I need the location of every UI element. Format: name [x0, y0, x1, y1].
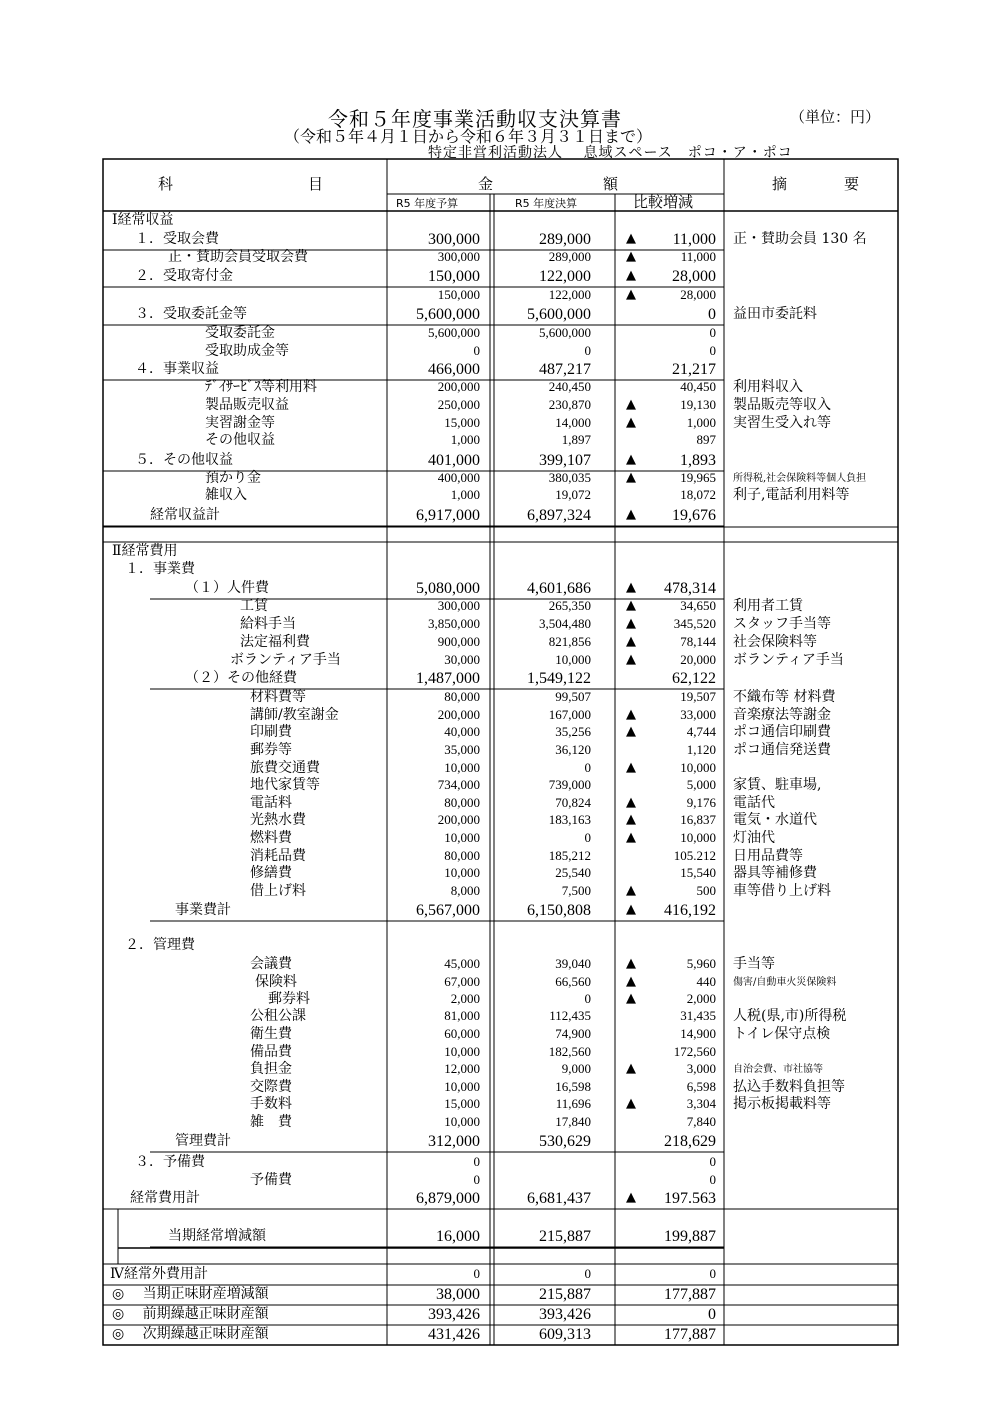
row-label: ３．受取委託金等: [135, 306, 247, 322]
actual-value: 185,212: [548, 848, 591, 863]
actual-value: 5,600,000: [527, 306, 591, 323]
budget-value: 5,600,000: [416, 306, 480, 323]
diff-value: 197.563: [664, 1190, 716, 1207]
actual-value: 39,040: [555, 956, 591, 971]
budget-value: 0: [473, 1172, 480, 1187]
budget-value: 0: [473, 343, 480, 358]
diff-value: 19,507: [680, 689, 716, 704]
budget-value: 6,917,000: [416, 507, 480, 524]
actual-value: 821,856: [548, 634, 591, 649]
budget-value: 900,000: [437, 634, 480, 649]
diff-value: 14,900: [680, 1026, 716, 1041]
diff-value: 105.212: [673, 848, 716, 863]
decrease-marker: ▲: [626, 707, 636, 722]
note-text: 掲示板掲載料等: [733, 1096, 831, 1112]
header-note-2: 要: [844, 175, 860, 193]
diff-value: 10,000: [680, 830, 716, 845]
budget-value: 400,000: [437, 470, 480, 485]
diff-value: 897: [696, 432, 716, 447]
budget-value: 300,000: [437, 598, 480, 613]
budget-value: 466,000: [428, 361, 480, 378]
budget-value: 40,000: [444, 724, 480, 739]
decrease-marker: ▲: [626, 634, 636, 649]
diff-value: 345,520: [673, 616, 716, 631]
diff-value: 199,887: [664, 1228, 716, 1245]
row-label: 正・賛助会員受取会費: [168, 249, 308, 265]
row-label: 会議費: [250, 956, 292, 972]
budget-value: 45,000: [444, 956, 480, 971]
diff-value: 177,887: [664, 1286, 716, 1303]
note-text: 製品販売等収入: [733, 397, 831, 413]
actual-value: 17,840: [555, 1114, 591, 1129]
actual-value: 182,560: [548, 1044, 591, 1059]
note-text: 音楽療法等謝金: [733, 707, 831, 723]
header-subject-1: 科: [158, 175, 174, 193]
row-label: 修繕費: [250, 865, 292, 881]
diff-value: 19,130: [680, 397, 716, 412]
budget-value: 1,487,000: [416, 670, 480, 687]
row-label: 受取委託金: [205, 325, 275, 341]
decrease-marker: ▲: [626, 415, 636, 430]
budget-value: 300,000: [428, 231, 480, 248]
note-text: 不織布等 材料費: [733, 689, 836, 705]
row-label: １．事業費: [125, 561, 195, 577]
diff-value: 3,000: [686, 1061, 716, 1076]
row-label: Ⅰ経常収益: [112, 212, 174, 228]
decrease-marker: ▲: [626, 287, 636, 302]
diff-value: 3,304: [686, 1096, 716, 1111]
decrease-marker: ▲: [626, 507, 636, 522]
budget-value: 1,000: [450, 432, 480, 447]
budget-value: 5,080,000: [416, 580, 480, 597]
note-text: 社会保険料等: [733, 634, 817, 650]
row-label: ２．管理費: [125, 937, 195, 953]
diff-value: 16,837: [680, 812, 716, 827]
actual-value: 265,350: [548, 598, 591, 613]
budget-value: 200,000: [437, 379, 480, 394]
diff-value: 28,000: [680, 287, 716, 302]
note-text: 実習生受入れ等: [733, 415, 831, 431]
actual-value: 35,256: [555, 724, 591, 739]
budget-value: 200,000: [437, 707, 480, 722]
actual-value: 6,681,437: [527, 1190, 591, 1207]
note-text: 利用者工賃: [733, 598, 803, 614]
actual-value: 739,000: [548, 777, 591, 792]
decrease-marker: ▲: [626, 795, 636, 810]
row-label: 電話料: [250, 795, 292, 811]
diff-value: 0: [709, 1172, 716, 1187]
row-label: 保険料: [255, 974, 297, 990]
actual-value: 122,000: [548, 287, 591, 302]
diff-value: 78,144: [680, 634, 716, 649]
decrease-marker: ▲: [626, 1061, 636, 1076]
note-text: 日用品費等: [733, 848, 803, 864]
budget-value: 15,000: [444, 1096, 480, 1111]
note-text: スタッフ手当等: [733, 616, 831, 632]
actual-value: 3,504,480: [539, 616, 591, 631]
note-text: 電気・水道代: [733, 812, 817, 828]
decrease-marker: ▲: [626, 991, 636, 1006]
diff-value: 440: [696, 974, 716, 989]
note-text: ポコ通信発送費: [733, 742, 831, 758]
note-text: トイレ保守点検: [733, 1026, 831, 1042]
budget-value: 401,000: [428, 452, 480, 469]
diff-value: 7,840: [686, 1114, 716, 1129]
actual-value: 183,163: [548, 812, 591, 827]
note-text: 灯油代: [733, 830, 775, 846]
row-label: 備品費: [250, 1044, 292, 1060]
row-label: ２．受取寄付金: [135, 268, 233, 284]
budget-value: 300,000: [437, 249, 480, 264]
header-diff: 比較増減: [633, 193, 694, 211]
row-label: 負担金: [250, 1061, 292, 1077]
row-label: 経常収益計: [150, 507, 220, 523]
actual-value: 289,000: [548, 249, 591, 264]
actual-value: 215,887: [539, 1286, 591, 1303]
actual-value: 5,600,000: [539, 325, 591, 340]
actual-value: 25,540: [555, 865, 591, 880]
row-label: 受取助成金等: [205, 343, 289, 359]
row-label: 借上げ料: [250, 883, 306, 899]
row-label: 光熱水費: [250, 812, 306, 828]
actual-value: 1,549,122: [527, 670, 591, 687]
row-label: 製品販売収益: [205, 397, 289, 413]
budget-value: 250,000: [437, 397, 480, 412]
budget-value: 35,000: [444, 742, 480, 757]
decrease-marker: ▲: [626, 397, 636, 412]
diff-value: 0: [709, 325, 716, 340]
diff-value: 62,122: [672, 670, 716, 687]
note-text: 払込手数料負担等: [733, 1079, 845, 1095]
header-amount-2: 額: [603, 175, 619, 193]
decrease-marker: ▲: [626, 452, 636, 467]
actual-value: 289,000: [539, 231, 591, 248]
row-label: 地代家賃等: [250, 777, 320, 793]
actual-value: 0: [584, 991, 591, 1006]
decrease-marker: ▲: [626, 598, 636, 613]
document-title: 令和５年度事業活動収支決算書: [328, 107, 622, 131]
diff-value: 5,960: [686, 956, 716, 971]
row-label: 材料費等: [250, 689, 306, 705]
diff-value: 478,314: [664, 580, 716, 597]
diff-value: 28,000: [672, 268, 716, 285]
decrease-marker: ▲: [626, 268, 636, 283]
note-text: 手当等: [733, 956, 775, 972]
actual-value: 0: [584, 830, 591, 845]
note-text: 家賃、駐車場,: [733, 777, 822, 793]
budget-value: 12,000: [444, 1061, 480, 1076]
row-label: ◎ 当期正味財産増減額: [112, 1286, 269, 1302]
row-label: 管理費計: [175, 1133, 231, 1149]
row-label: 実習謝金等: [205, 415, 275, 431]
row-label: 旅費交通費: [250, 760, 320, 776]
row-label: ４．事業収益: [135, 361, 219, 377]
actual-value: 19,072: [555, 487, 591, 502]
row-label: 事業費計: [175, 902, 231, 918]
budget-value: 81,000: [444, 1008, 480, 1023]
row-label: ボランティア手当: [230, 652, 341, 668]
diff-value: 1,893: [680, 452, 716, 469]
note-text: 利子,電話利用料等: [733, 487, 850, 503]
decrease-marker: ▲: [626, 1096, 636, 1111]
row-label: 法定福利費: [240, 634, 310, 650]
note-text: 器具等補修費: [733, 865, 817, 881]
note-text: 所得税,社会保険料等個人負担: [733, 473, 867, 484]
actual-value: 609,313: [539, 1326, 591, 1343]
diff-value: 177,887: [664, 1326, 716, 1343]
decrease-marker: ▲: [626, 974, 636, 989]
diff-value: 21,217: [672, 361, 716, 378]
diff-value: 0: [709, 1266, 716, 1281]
note-text: 正・賛助会員 130 名: [733, 231, 867, 247]
diff-value: 1,000: [686, 415, 716, 430]
diff-value: 19,965: [680, 470, 716, 485]
budget-value: 393,426: [428, 1306, 480, 1323]
row-label: その他収益: [205, 432, 275, 448]
header-actual: R5 年度決算: [515, 197, 578, 210]
row-label: ◎ 前期繰越正味財産額: [112, 1306, 269, 1322]
budget-value: 10,000: [444, 1079, 480, 1094]
diff-value: 34,650: [680, 598, 716, 613]
row-label: 預かり金: [205, 470, 261, 486]
row-label: 燃料費: [250, 830, 292, 846]
actual-value: 4,601,686: [527, 580, 591, 597]
row-label: 公租公課: [250, 1008, 306, 1024]
row-label: 雑収入: [205, 487, 247, 503]
row-label: 消耗品費: [250, 848, 306, 864]
decrease-marker: ▲: [626, 616, 636, 631]
actual-value: 0: [584, 1266, 591, 1281]
budget-value: 2,000: [450, 991, 480, 1006]
decrease-marker: ▲: [626, 652, 636, 667]
actual-value: 70,824: [555, 795, 591, 810]
row-label: Ⅱ経常費用: [112, 543, 178, 559]
actual-value: 16,598: [555, 1079, 591, 1094]
header-subject-2: 目: [308, 175, 324, 193]
budget-value: 150,000: [428, 268, 480, 285]
actual-value: 122,000: [539, 268, 591, 285]
actual-value: 10,000: [555, 652, 591, 667]
budget-value: 1,000: [450, 487, 480, 502]
diff-value: 2,000: [686, 991, 716, 1006]
header-note-1: 摘: [772, 175, 788, 193]
actual-value: 6,150,808: [527, 902, 591, 919]
budget-value: 38,000: [436, 1286, 480, 1303]
actual-value: 6,897,324: [527, 507, 591, 524]
header-amount-1: 金: [478, 175, 494, 193]
organization-name: 特定非営利活動法人 息域スペース ポコ・ア・ポコ: [428, 145, 793, 161]
row-label: Ⅳ経常外費用計: [110, 1266, 208, 1282]
actual-value: 215,887: [539, 1228, 591, 1245]
budget-value: 10,000: [444, 1114, 480, 1129]
budget-value: 431,426: [428, 1326, 480, 1343]
budget-value: 6,567,000: [416, 902, 480, 919]
decrease-marker: ▲: [626, 1190, 636, 1205]
row-label: 郵券等: [250, 742, 292, 758]
diff-value: 11,000: [672, 231, 716, 248]
diff-value: 500: [696, 883, 716, 898]
unit-label: （単位：円）: [790, 108, 881, 126]
diff-value: 19,676: [672, 507, 716, 524]
decrease-marker: ▲: [626, 760, 636, 775]
diff-value: 416,192: [664, 902, 716, 919]
actual-value: 14,000: [555, 415, 591, 430]
row-label: 当期経常増減額: [168, 1228, 266, 1244]
diff-value: 0: [709, 1154, 716, 1169]
row-label: 給料手当: [240, 616, 296, 632]
note-text: 車等借り上げ料: [733, 883, 831, 899]
actual-value: 9,000: [561, 1061, 591, 1076]
row-label: （１）人件費: [185, 580, 269, 596]
actual-value: 11,696: [555, 1096, 591, 1111]
diff-value: 0: [709, 343, 716, 358]
diff-value: 1,120: [686, 742, 716, 757]
header-budget: R5 年度予算: [396, 197, 459, 210]
note-text: 自治会費、市社協等: [733, 1064, 823, 1075]
budget-value: 150,000: [437, 287, 480, 302]
budget-value: 6,879,000: [416, 1190, 480, 1207]
row-label: 郵券料: [268, 991, 310, 1007]
budget-value: 15,000: [444, 415, 480, 430]
diff-value: 9,176: [686, 795, 716, 810]
diff-value: 11,000: [680, 249, 716, 264]
budget-value: 10,000: [444, 830, 480, 845]
decrease-marker: ▲: [626, 812, 636, 827]
row-label: 講師/教室謝金: [250, 707, 339, 723]
row-label: 予備費: [250, 1172, 292, 1188]
row-label: 雑 費: [250, 1114, 292, 1130]
actual-value: 112,435: [549, 1008, 591, 1023]
budget-value: 0: [473, 1154, 480, 1169]
actual-value: 66,560: [555, 974, 591, 989]
decrease-marker: ▲: [626, 902, 636, 917]
budget-value: 734,000: [437, 777, 480, 792]
diff-value: 10,000: [680, 760, 716, 775]
row-label: １．受取会費: [135, 231, 219, 247]
decrease-marker: ▲: [626, 956, 636, 971]
budget-value: 10,000: [444, 865, 480, 880]
note-text: 益田市委託料: [733, 306, 817, 322]
budget-value: 10,000: [444, 760, 480, 775]
note-text: 利用料収入: [733, 379, 803, 395]
actual-value: 36,120: [555, 742, 591, 757]
budget-value: 312,000: [428, 1133, 480, 1150]
note-text: 傷害/自動車火災保険料: [733, 977, 837, 988]
row-label: 経常費用計: [130, 1190, 200, 1206]
note-text: ボランティア手当: [733, 652, 844, 668]
actual-value: 7,500: [561, 883, 591, 898]
diff-value: 0: [708, 306, 716, 323]
row-label: 衛生費: [250, 1026, 292, 1042]
row-label: ◎ 次期繰越正味財産額: [112, 1326, 269, 1342]
diff-value: 172,560: [673, 1044, 716, 1059]
diff-value: 218,629: [664, 1133, 716, 1150]
budget-value: 80,000: [444, 795, 480, 810]
actual-value: 380,035: [548, 470, 591, 485]
actual-value: 230,870: [548, 397, 591, 412]
actual-value: 487,217: [539, 361, 591, 378]
actual-value: 74,900: [555, 1026, 591, 1041]
decrease-marker: ▲: [626, 883, 636, 898]
row-label: ５．その他収益: [135, 452, 233, 468]
actual-value: 393,426: [539, 1306, 591, 1323]
row-label: 手数料: [250, 1096, 292, 1112]
note-text: 人税(県,市)所得税: [733, 1008, 847, 1024]
budget-value: 200,000: [437, 812, 480, 827]
actual-value: 530,629: [539, 1133, 591, 1150]
diff-value: 18,072: [680, 487, 716, 502]
decrease-marker: ▲: [626, 470, 636, 485]
actual-value: 1,897: [561, 432, 591, 447]
budget-value: 67,000: [444, 974, 480, 989]
decrease-marker: ▲: [626, 249, 636, 264]
actual-value: 399,107: [539, 452, 591, 469]
budget-value: 0: [473, 1266, 480, 1281]
budget-value: 30,000: [444, 652, 480, 667]
note-text: 電話代: [733, 795, 775, 811]
actual-value: 0: [584, 760, 591, 775]
budget-value: 10,000: [444, 1044, 480, 1059]
row-label: （２）その他経費: [185, 670, 297, 686]
decrease-marker: ▲: [626, 724, 636, 739]
diff-value: 6,598: [686, 1079, 716, 1094]
actual-value: 167,000: [548, 707, 591, 722]
row-label: ﾃﾞｲｻｰﾋﾞｽ等利用料: [205, 379, 317, 395]
diff-value: 15,540: [680, 865, 716, 880]
actual-value: 99,507: [555, 689, 591, 704]
diff-value: 33,000: [680, 707, 716, 722]
decrease-marker: ▲: [626, 830, 636, 845]
budget-value: 3,850,000: [428, 616, 480, 631]
row-label: ３．予備費: [135, 1154, 205, 1170]
decrease-marker: ▲: [626, 580, 636, 595]
decrease-marker: ▲: [626, 231, 636, 246]
row-label: 印刷費: [250, 724, 292, 740]
budget-value: 80,000: [444, 689, 480, 704]
budget-value: 8,000: [450, 883, 480, 898]
diff-value: 40,450: [680, 379, 716, 394]
note-text: ポコ通信印刷費: [733, 724, 831, 740]
row-label: 工賃: [240, 598, 268, 614]
diff-value: 4,744: [686, 724, 716, 739]
budget-value: 16,000: [436, 1228, 480, 1245]
diff-value: 5,000: [686, 777, 716, 792]
diff-value: 31,435: [680, 1008, 716, 1023]
actual-value: 240,450: [548, 379, 591, 394]
actual-value: 0: [584, 343, 591, 358]
period-label: （令和５年４月１日から令和６年３月３１日まで）: [284, 127, 653, 146]
budget-value: 80,000: [444, 848, 480, 863]
row-label: 交際費: [250, 1079, 292, 1095]
diff-value: 20,000: [680, 652, 716, 667]
diff-value: 0: [708, 1306, 716, 1323]
budget-value: 5,600,000: [428, 325, 480, 340]
budget-value: 60,000: [444, 1026, 480, 1041]
